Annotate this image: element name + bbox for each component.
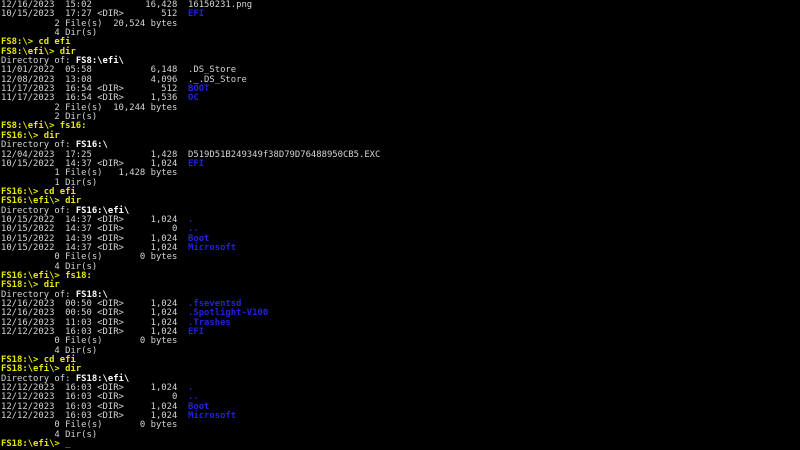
terminal-line: 4 Dir(s) bbox=[1, 345, 98, 356]
file-name: ._.DS_Store bbox=[188, 74, 247, 85]
terminal-line: 12/08/2023 13:08 4,096 ._.DS_Store bbox=[1, 74, 247, 85]
directory-name: Boot bbox=[188, 401, 210, 412]
file-name: D519D51B249349f38D79D76488950CB5.EXC bbox=[188, 149, 381, 160]
terminal-line: 10/15/2022 14:37 <DIR> 1,024 . bbox=[1, 214, 194, 225]
directory-name: OC bbox=[188, 93, 199, 104]
terminal-line: FS16:\efi\> dir bbox=[1, 196, 82, 207]
file-name: .DS_Store bbox=[188, 65, 237, 76]
directory-name: .. bbox=[188, 224, 199, 235]
terminal-line: FS8:\> cd efi bbox=[1, 37, 71, 48]
terminal-line: 0 File(s) 0 bytes bbox=[1, 336, 178, 347]
directory-name: EFI bbox=[188, 327, 205, 338]
terminal-line: 12/04/2023 17:25 1,428 D519D51B249349f38D79D76488950CB5.EXC bbox=[1, 149, 381, 160]
terminal-line: 12/16/2023 15:02 16,428 16150231.png bbox=[1, 0, 253, 10]
terminal-line: 12/12/2023 16:03 <DIR> 1,024 . bbox=[1, 383, 194, 394]
terminal-line: 12/12/2023 16:03 <DIR> 1,024 EFI bbox=[1, 327, 205, 338]
terminal-line: 11/17/2023 16:54 <DIR> 1,536 OC bbox=[1, 93, 199, 104]
terminal-line: 12/16/2023 00:50 <DIR> 1,024 .Spotlight-V100 bbox=[1, 308, 269, 319]
directory-name: .Trashes bbox=[188, 317, 231, 328]
directory-name: Microsoft bbox=[188, 411, 237, 422]
directory-path: FS18:\efi\ bbox=[75, 373, 130, 384]
terminal-line: 10/15/2022 14:37 <DIR> 1,024 EFI bbox=[1, 158, 205, 169]
terminal-line: Directory of: FS16:\efi\ bbox=[1, 205, 130, 216]
terminal-line: 11/17/2023 16:54 <DIR> 512 BOOT bbox=[1, 84, 210, 95]
terminal-line: Directory of: FS18:\ bbox=[1, 289, 108, 300]
terminal-line: 2 File(s) 10,244 bytes bbox=[1, 102, 178, 113]
directory-path: FS8:\efi\ bbox=[75, 56, 124, 67]
terminal-line: 12/16/2023 00:50 <DIR> 1,024 .fseventsd bbox=[1, 299, 242, 309]
directory-path: FS16:\efi\ bbox=[75, 205, 130, 216]
terminal-line: 4 Dir(s) bbox=[1, 429, 98, 440]
terminal-line: FS16:\efi\> fs18: bbox=[1, 270, 92, 281]
terminal-line: FS16:\> dir bbox=[1, 130, 60, 141]
terminal-line: 10/15/2022 14:37 <DIR> 0 .. bbox=[1, 224, 199, 235]
directory-path: FS18:\ bbox=[75, 289, 108, 300]
directory-name: . bbox=[188, 383, 194, 394]
terminal-line: FS18:\efi\> dir bbox=[1, 364, 82, 375]
directory-name: EFI bbox=[188, 158, 205, 169]
terminal-line: 0 File(s) 0 bytes bbox=[1, 252, 178, 263]
terminal-line: FS8:\efi\> dir bbox=[1, 46, 76, 57]
terminal-line: 10/15/2023 17:27 <DIR> 512 EFI bbox=[1, 9, 205, 20]
terminal-line: 4 Dir(s) bbox=[1, 261, 98, 272]
cursor: _ bbox=[65, 439, 71, 450]
terminal-line: 12/16/2023 11:03 <DIR> 1,024 .Trashes bbox=[1, 317, 231, 328]
terminal-line: FS18:\> cd efi bbox=[1, 355, 76, 366]
terminal-line: 10/15/2022 14:37 <DIR> 1,024 Microsoft bbox=[1, 242, 237, 253]
terminal-line: 10/15/2022 14:39 <DIR> 1,024 Boot bbox=[1, 233, 210, 244]
directory-name: .fseventsd bbox=[188, 299, 242, 309]
terminal-line: 2 File(s) 20,524 bytes bbox=[1, 18, 178, 29]
directory-name: Microsoft bbox=[188, 242, 237, 253]
terminal-line: 0 File(s) 0 bytes bbox=[1, 420, 178, 431]
terminal-line: 4 Dir(s) bbox=[1, 28, 98, 39]
terminal-line: 1 Dir(s) bbox=[1, 177, 98, 188]
directory-name: .Spotlight-V100 bbox=[188, 308, 269, 319]
terminal-line: 2 Dir(s) bbox=[1, 112, 98, 123]
terminal-line: FS16:\> cd efi bbox=[1, 186, 76, 197]
terminal-line: 12/12/2023 16:03 <DIR> 1,024 Microsoft bbox=[1, 411, 237, 422]
terminal-line: Directory of: FS8:\efi\ bbox=[1, 56, 124, 67]
terminal-line: 1 File(s) 1,428 bytes bbox=[1, 168, 178, 179]
terminal-line: 12/12/2023 16:03 <DIR> 0 .. bbox=[1, 392, 199, 403]
directory-name: BOOT bbox=[188, 84, 210, 95]
file-name: 16150231.png bbox=[188, 0, 253, 10]
directory-name: . bbox=[188, 214, 194, 225]
directory-name: Boot bbox=[188, 233, 210, 244]
directory-name: EFI bbox=[188, 9, 205, 20]
terminal-line: 11/01/2022 05:58 6,148 .DS_Store bbox=[1, 65, 237, 76]
shell-prompt-input[interactable]: FS18:\efi\> _ bbox=[1, 439, 71, 450]
terminal-line: Directory of: FS16:\ bbox=[1, 140, 108, 151]
terminal-line: Directory of: FS18:\efi\ bbox=[1, 373, 130, 384]
terminal-line: 12/12/2023 16:03 <DIR> 1,024 Boot bbox=[1, 401, 210, 412]
terminal-line: FS8:\efi\> fs16: bbox=[1, 121, 87, 132]
directory-name: .. bbox=[188, 392, 199, 403]
directory-path: FS16:\ bbox=[75, 140, 108, 151]
terminal-line: FS18:\> dir bbox=[1, 280, 60, 291]
